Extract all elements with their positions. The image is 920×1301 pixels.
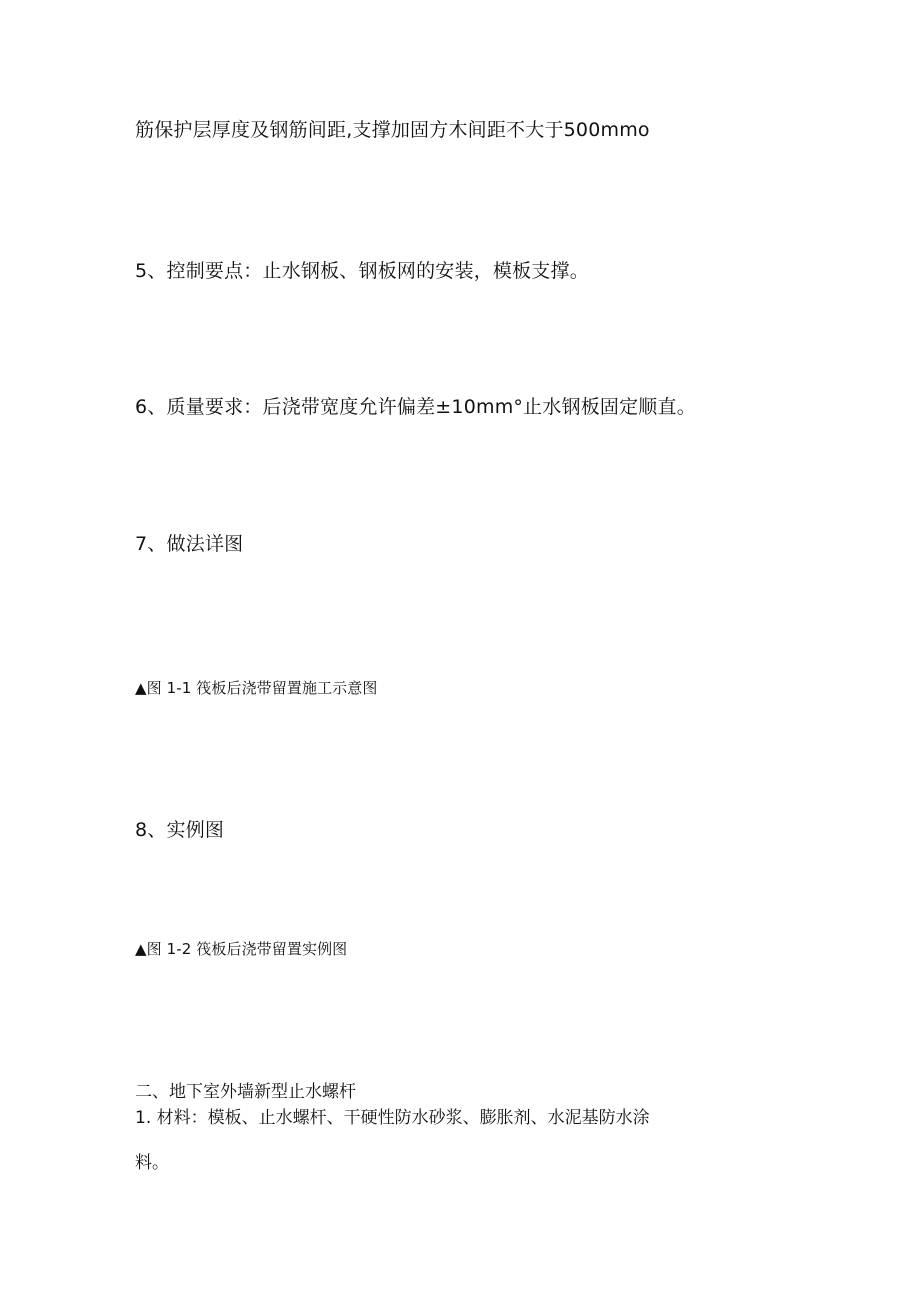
paragraph-materials: 1. 材料：模板、止水螺杆、干硬性防水砂浆、膨胀剂、水泥基防水涂 xyxy=(135,1108,650,1128)
paragraph-example-heading: 8、实例图 xyxy=(135,819,225,841)
section-heading-waterstop-bolt: 二、地下室外墙新型止水螺杆 xyxy=(135,1082,356,1102)
figure-caption-1-1: ▲图 1-1 筏板后浇带留置施工示意图 xyxy=(135,679,378,697)
paragraph-detail-drawing-heading: 7、做法详图 xyxy=(135,533,244,555)
paragraph-rebar-cover: 筋保护层厚度及钢筋间距,支撑加固方木间距不大于500mmo xyxy=(135,119,650,141)
paragraph-materials-continued: 料。 xyxy=(135,1153,169,1173)
figure-caption-1-2: ▲图 1-2 筏板后浇带留置实例图 xyxy=(135,940,348,958)
paragraph-control-points: 5、控制要点：止水钢板、钢板网的安装，模板支撑。 xyxy=(135,260,589,282)
paragraph-quality-requirements: 6、质量要求：后浇带宽度允许偏差±10mm°止水钢板固定顺直。 xyxy=(135,396,696,418)
